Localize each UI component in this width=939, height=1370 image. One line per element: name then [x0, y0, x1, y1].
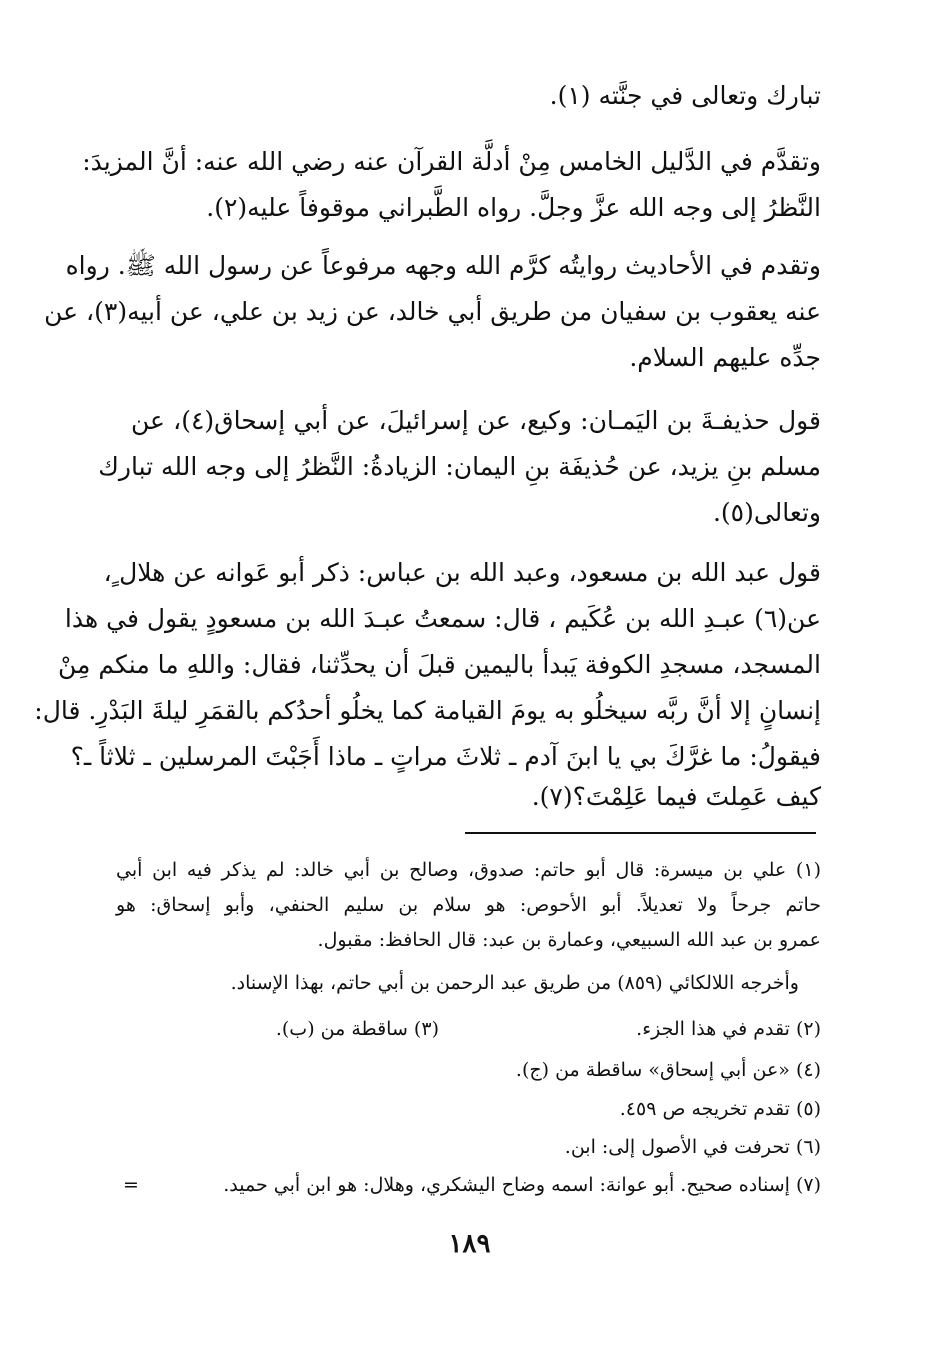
- footnote-6: (٦) تحرفت في الأصول إلى: ابن.: [564, 1136, 821, 1158]
- body-line-2: وتقدَّم في الدَّليل الخامس مِنْ أدلَّة القرآن عنه رضي الله عنه: أنَّ المزيدَ:: [82, 147, 821, 176]
- footnote-separator: [465, 832, 816, 834]
- body-line-9: وتعالى(٥).: [712, 498, 821, 527]
- body-line-8: مسلم بنِ يزيد، عن حُذيفَة بنِ اليمان: الزيادةُ: النَّظرُ إلى وجه الله تبارك: [98, 452, 821, 481]
- footnote-1-line-4: وأخرجه اللالكائي (٨٥٩) من طريق عبد الرحمن بن أبي حاتم، بهذا الإسناد.: [230, 972, 799, 994]
- body-line-14: فيقولُ: ما غرَّكَ بي يا ابنَ آدم ـ ثلاثَ مراتٍ ـ ماذا أَجَبْتَ المرسلين ـ ثلاثاً ـ؟: [70, 742, 821, 771]
- footnote-2: (٢) تقدم في هذا الجزء.: [636, 1018, 821, 1040]
- page-number: ١٨٩: [448, 1229, 491, 1259]
- footnote-4: (٤) «عن أبي إسحاق» ساقطة من (ج).: [515, 1059, 821, 1081]
- body-line-5: عنه يعقوب بن سفيان من طريق أبي خالد، عن زيد بن علي، عن أبيه(٣)، عن: [44, 297, 821, 326]
- footnote-1-line-2: حاتم جرحاً ولا تعديلاً. أبو الأحوص: هو سلام بن سليم الحنفي، وأبو إسحاق: هو: [116, 894, 821, 916]
- body-line-11: عن(٦) عبـدِ الله بن عُكَيم ، قال: سمعتُ عبـدَ الله بن مسعودٍ يقول في هذا: [64, 604, 821, 633]
- body-line-13: إنسانٍ إلا أنَّ ربَّه سيخلُو به يومَ القيامة كما يخلُو أحدُكم بالقمَرِ ليلةَ البَدْرِ. قال:: [34, 696, 821, 725]
- body-line-15: كيف عَمِلتَ فيما عَلِمْتَ؟(٧).: [531, 782, 821, 811]
- body-line-1: تبارك وتعالى في جنَّته (١).: [549, 81, 821, 110]
- footnote-1-line-1: (١) علي بن ميسرة: قال أبو حاتم: صدوق، وصالح بن أبي خالد: لم يذكر فيه ابن أبي: [116, 859, 821, 881]
- body-line-10: قول عبد الله بن مسعود، وعبد الله بن عباس: ذكر أبو عَوانه عن هلال ٍ،: [103, 558, 821, 587]
- footnote-2-3-row: [116, 1012, 821, 1046]
- footnote-3: (٣) ساقطة من (ب).: [275, 1018, 439, 1040]
- footnote-7: (٧) إسناده صحيح. أبو عوانة: اسمه وضاح اليشكري، وهلال: هو ابن أبي حميد.: [223, 1174, 821, 1196]
- body-line-4: وتقدم في الأحاديث روايتُه كرَّم الله وجهه مرفوعاً عن رسول الله ﷺ. رواه: [65, 251, 821, 280]
- body-line-7: قول حذيفـةَ بن اليَمـان: وكيع، عن إسرائيلَ، عن أبي إسحاق(٤)، عن: [131, 406, 821, 435]
- body-line-6: جدِّه عليهم السلام.: [629, 343, 821, 372]
- body-line-3: النَّظرُ إلى وجه الله عزَّ وجلَّ. رواه الطَّبراني موقوفاً عليه(٢).: [206, 193, 821, 222]
- body-line-12: المسجد، مسجدِ الكوفة يَبدأ باليمين قبلَ أن يحدِّثنا، فقال: واللهِ ما منكم مِنْ: [57, 650, 821, 679]
- footnote-1-line-3: عمرو بن عبد الله السبيعي، وعمارة بن عبد: قال الحافظ: مقبول.: [317, 929, 821, 951]
- continuation-mark: =: [123, 1174, 139, 1196]
- footnote-5: (٥) تقدم تخريجه ص ٤٥٩.: [619, 1098, 821, 1120]
